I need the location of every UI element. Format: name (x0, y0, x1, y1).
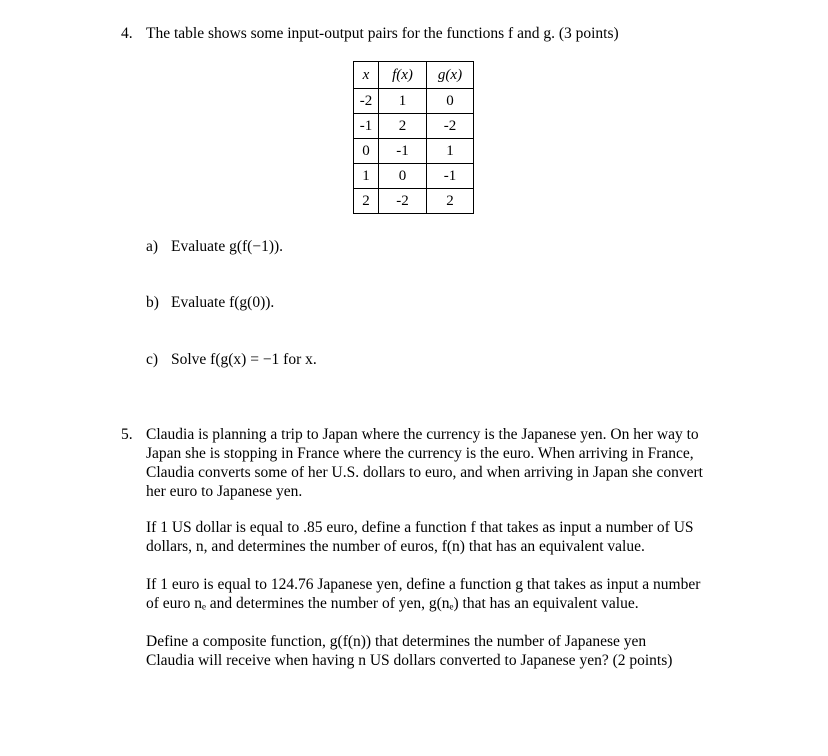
question-5-paragraph-3 (146, 575, 736, 613)
paragraph-line: Claudia converts some of her U.S. dollars to euro, and when arriving in Japan she convert (146, 464, 703, 481)
table-header-cell: g(x) (427, 62, 474, 89)
question-5-paragraph-1 (146, 425, 736, 501)
table-header-cell: x (354, 62, 379, 89)
part-c-text: Solve f(g(x) = −1 for x. (171, 351, 317, 368)
table-cell: -1 (354, 114, 379, 139)
table-cell: 2 (354, 189, 379, 214)
input-output-table (353, 61, 474, 214)
question-5-number: 5. (121, 426, 133, 443)
table-cell: 0 (379, 164, 427, 189)
table-header-row (354, 62, 474, 89)
paragraph-line: of euro nₑ and determines the number of yen, g(nₑ) that has an equivalent value. (146, 595, 639, 612)
paragraph-line: If 1 US dollar is equal to .85 euro, define a function f that takes as input a number of US (146, 519, 694, 536)
question-4-stem: The table shows some input-output pairs for the functions f and g. (3 points) (146, 25, 619, 42)
table-row (354, 114, 474, 139)
table-cell: -2 (379, 189, 427, 214)
table-cell: -2 (427, 114, 474, 139)
table-cell: 1 (354, 164, 379, 189)
table-cell: 0 (354, 139, 379, 164)
paragraph-line: Claudia will receive when having n US dollars converted to Japanese yen? (2 points) (146, 652, 673, 669)
table-row (354, 89, 474, 114)
table-cell: 2 (427, 189, 474, 214)
table-row (354, 164, 474, 189)
table-cell: 2 (379, 114, 427, 139)
part-b-text: Evaluate f(g(0)). (171, 294, 275, 311)
question-4-number: 4. (121, 25, 133, 42)
table-cell: -1 (379, 139, 427, 164)
question-5-paragraph-4 (146, 632, 736, 670)
paragraph-line: If 1 euro is equal to 124.76 Japanese yen, define a function g that takes as input a number (146, 576, 701, 593)
paragraph-line: dollars, n, and determines the number of euros, f(n) that has an equivalent value. (146, 538, 645, 555)
table-row (354, 139, 474, 164)
part-a-text: Evaluate g(f(−1)). (171, 238, 284, 255)
table-header-cell: f(x) (379, 62, 427, 89)
table-cell: 1 (427, 139, 474, 164)
table-cell: 1 (379, 89, 427, 114)
part-b-label: b) (146, 294, 159, 311)
part-a-label: a) (146, 238, 159, 255)
table-cell: -2 (354, 89, 379, 114)
paragraph-line: Define a composite function, g(f(n)) that determines the number of Japanese yen (146, 633, 647, 650)
table-row (354, 189, 474, 214)
question-5-paragraph-2 (146, 518, 736, 556)
table-cell: 0 (427, 89, 474, 114)
table-cell: -1 (427, 164, 474, 189)
paragraph-line: her euro to Japanese yen. (146, 483, 303, 500)
part-c-label: c) (146, 351, 159, 368)
paragraph-line: Japan she is stopping in France where the currency is the euro. When arriving in France, (146, 445, 694, 462)
paragraph-line: Claudia is planning a trip to Japan where the currency is the Japanese yen. On her way to (146, 426, 699, 443)
